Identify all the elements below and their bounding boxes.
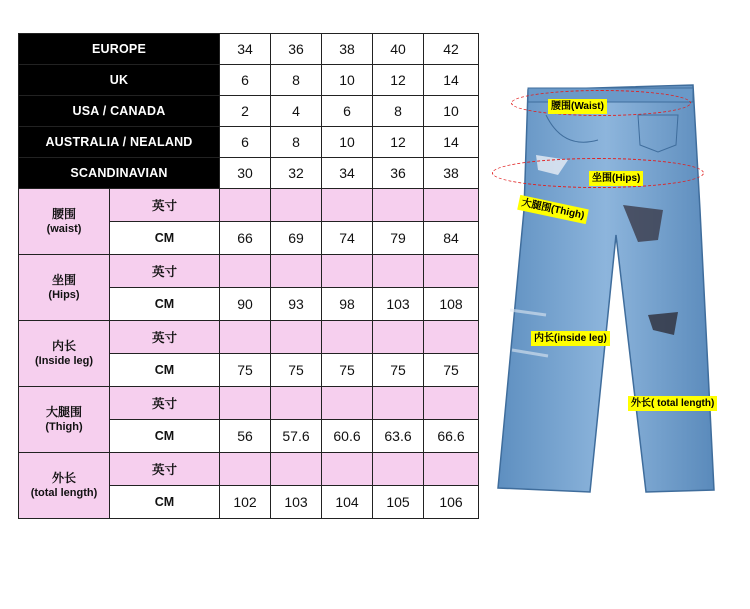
inch-cell (373, 387, 424, 420)
inch-cell (220, 453, 271, 486)
cm-cell: 102 (220, 486, 271, 519)
size-cell: 8 (373, 96, 424, 127)
size-chart-table (18, 33, 479, 519)
inch-cell (322, 189, 373, 222)
cm-cell: 98 (322, 288, 373, 321)
region-name: UK (19, 65, 220, 96)
size-cell: 42 (424, 34, 479, 65)
inch-cell (220, 321, 271, 354)
inch-cell (271, 387, 322, 420)
measurement-zh: 大腿围 (45, 404, 82, 419)
size-cell: 6 (220, 65, 271, 96)
size-cell: 36 (271, 34, 322, 65)
cm-cell: 74 (322, 222, 373, 255)
measurement-en: (Hips) (48, 289, 80, 302)
inch-cell (424, 387, 479, 420)
inch-cell (373, 453, 424, 486)
unit-inch: 英寸 (110, 453, 220, 486)
total-length-label: 外长( total length) (628, 396, 717, 411)
inch-cell (322, 453, 373, 486)
inch-cell (322, 321, 373, 354)
cm-cell: 108 (424, 288, 479, 321)
cm-cell: 105 (373, 486, 424, 519)
measurement-inch-row (19, 453, 479, 486)
inch-cell (220, 255, 271, 288)
cm-cell: 66 (220, 222, 271, 255)
inch-cell (424, 255, 479, 288)
unit-cm: CM (110, 420, 220, 453)
inch-cell (373, 189, 424, 222)
inch-cell (220, 189, 271, 222)
measurement-en: (total length) (30, 487, 98, 500)
inside-leg-label: 内长(inside leg) (531, 331, 610, 346)
cm-cell: 75 (322, 354, 373, 387)
unit-cm: CM (110, 288, 220, 321)
inch-cell (373, 255, 424, 288)
measurement-zh: 腰围 (51, 206, 76, 221)
size-cell: 36 (373, 158, 424, 189)
size-cell: 12 (373, 127, 424, 158)
unit-inch: 英寸 (110, 255, 220, 288)
region-name: USA / CANADA (19, 96, 220, 127)
region-row (19, 127, 479, 158)
inch-cell (322, 255, 373, 288)
cm-cell: 56 (220, 420, 271, 453)
measurement-en: (Thigh) (45, 421, 83, 434)
size-cell: 2 (220, 96, 271, 127)
cm-cell: 69 (271, 222, 322, 255)
measurement-label (19, 453, 110, 519)
size-cell: 10 (424, 96, 479, 127)
cm-cell: 63.6 (373, 420, 424, 453)
cm-cell: 75 (424, 354, 479, 387)
size-cell: 32 (271, 158, 322, 189)
measurement-inch-row (19, 189, 479, 222)
cm-cell: 75 (373, 354, 424, 387)
measurement-label (19, 189, 110, 255)
cm-cell: 104 (322, 486, 373, 519)
cm-cell: 79 (373, 222, 424, 255)
inch-cell (271, 189, 322, 222)
measurement-en: (Inside leg) (34, 355, 94, 368)
cm-cell: 106 (424, 486, 479, 519)
size-cell: 10 (322, 65, 373, 96)
cm-cell: 57.6 (271, 420, 322, 453)
waist-label: 腰围(Waist) (548, 99, 607, 114)
measurement-zh: 外长 (51, 470, 76, 485)
cm-cell: 93 (271, 288, 322, 321)
measurement-label (19, 255, 110, 321)
inch-cell (271, 453, 322, 486)
unit-inch: 英寸 (110, 387, 220, 420)
cm-cell: 90 (220, 288, 271, 321)
size-cell: 12 (373, 65, 424, 96)
inch-cell (424, 189, 479, 222)
size-cell: 6 (322, 96, 373, 127)
thigh-label: 大腿围(Thigh) (517, 195, 588, 224)
inch-cell (373, 321, 424, 354)
measurement-zh: 内长 (51, 338, 76, 353)
inch-cell (424, 453, 479, 486)
inch-cell (424, 321, 479, 354)
size-cell: 30 (220, 158, 271, 189)
size-cell: 38 (322, 34, 373, 65)
measurement-label (19, 321, 110, 387)
unit-cm: CM (110, 222, 220, 255)
size-cell: 34 (220, 34, 271, 65)
unit-inch: 英寸 (110, 189, 220, 222)
hips-label: 坐围(Hips) (589, 171, 643, 186)
cm-cell: 103 (271, 486, 322, 519)
cm-cell: 75 (271, 354, 322, 387)
measurement-zh: 坐围 (51, 272, 76, 287)
region-row (19, 158, 479, 189)
cm-cell: 75 (220, 354, 271, 387)
unit-inch: 英寸 (110, 321, 220, 354)
unit-cm: CM (110, 486, 220, 519)
region-name: EUROPE (19, 34, 220, 65)
inch-cell (271, 321, 322, 354)
cm-cell: 84 (424, 222, 479, 255)
size-cell: 4 (271, 96, 322, 127)
region-row (19, 96, 479, 127)
measurement-inch-row (19, 387, 479, 420)
region-row (19, 65, 479, 96)
measurement-en: (waist) (46, 223, 82, 236)
size-cell: 38 (424, 158, 479, 189)
region-name: SCANDINAVIAN (19, 158, 220, 189)
cm-cell: 103 (373, 288, 424, 321)
size-cell: 6 (220, 127, 271, 158)
inch-cell (220, 387, 271, 420)
size-cell: 14 (424, 65, 479, 96)
inch-cell (271, 255, 322, 288)
region-name: AUSTRALIA / NEALAND (19, 127, 220, 158)
measurement-inch-row (19, 255, 479, 288)
measurement-inch-row (19, 321, 479, 354)
measurement-label (19, 387, 110, 453)
size-cell: 8 (271, 127, 322, 158)
cm-cell: 66.6 (424, 420, 479, 453)
size-cell: 34 (322, 158, 373, 189)
jeans-illustration (488, 60, 738, 500)
size-cell: 8 (271, 65, 322, 96)
unit-cm: CM (110, 354, 220, 387)
size-cell: 14 (424, 127, 479, 158)
size-cell: 40 (373, 34, 424, 65)
size-cell: 10 (322, 127, 373, 158)
cm-cell: 60.6 (322, 420, 373, 453)
region-row (19, 34, 479, 65)
inch-cell (322, 387, 373, 420)
